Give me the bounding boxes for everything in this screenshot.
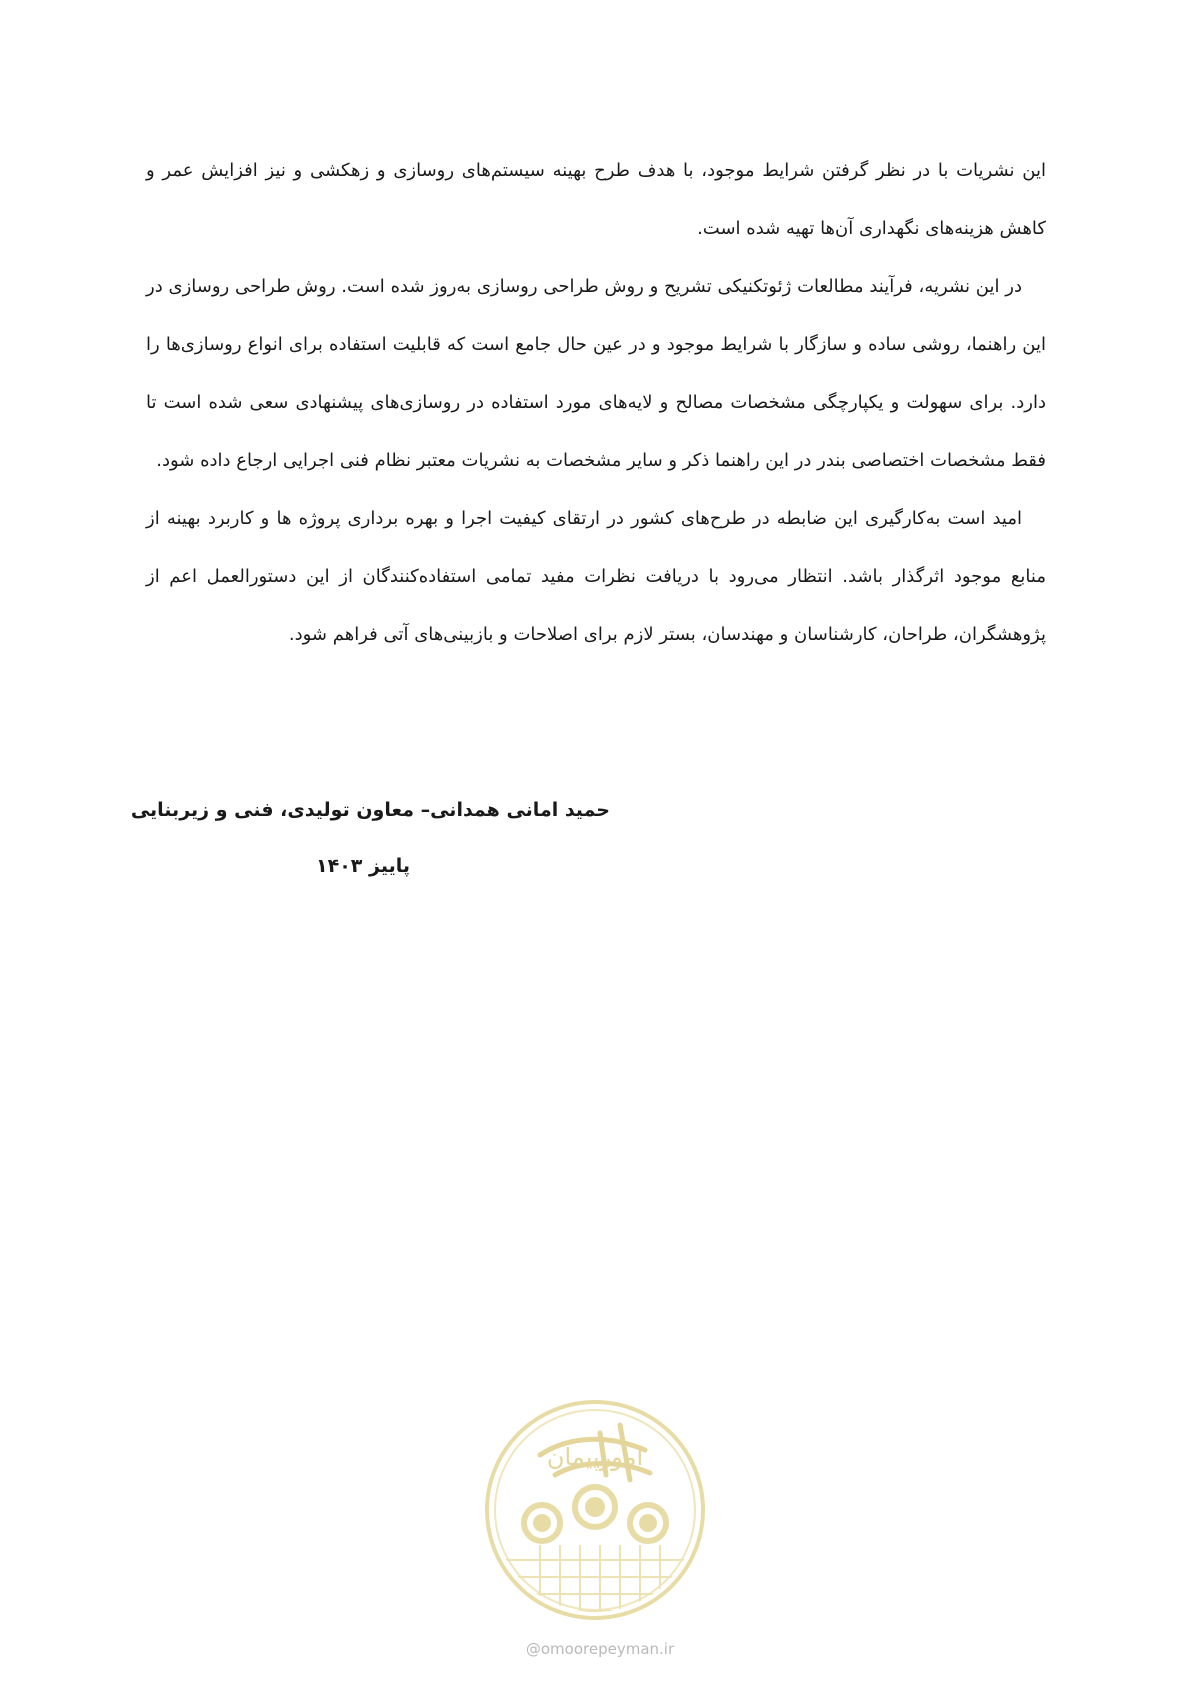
watermark-logo [480,1395,710,1665]
signature-date: پاییز ۱۴۰۳ [316,855,410,877]
paragraph-3: امید است به‌کارگیری این ضابطه در طرح‌های کشور در ارتقای کیفیت اجرا و بهره برداری پروژه ها و کاربرد بهینه از منابع موجود اثرگذار باشد. انتظار می‌رود با دریافت نظرات مفید تمامی استفاده‌کنندگان از این دستورالعمل اعم از پژوهشگران، طراحان، کارشناسان و مهندسان، بستر لازم برای اصلاحات و بازبینی‌های آتی فراهم شود. [146,508,1046,645]
paragraph-2: در این نشریه، فرآیند مطالعات ژئوتکنیکی تشریح و روش طراحی روسازی به‌روز شده است. روش طراحی روسازی در این راهنما، روشی ساده و سازگار با شرایط موجود و در عین حال جامع است که قابلیت استفاده برای انواع روسازی‌ها را دارد. برای سهولت و یکپارچگی مشخصات مصالح و لایه‌های مورد استفاده در روسازی‌های پیشنهادی سعی شده است تا فقط مشخصات اختصاصی بندر در این راهنما ذکر و سایر مشخصات به نشریات معتبر نظام فنی اجرایی ارجاع داده شود. [146,276,1046,471]
paragraph-1: این نشریات با در نظر گرفتن شرایط موجود، با هدف طرح بهینه سیستم‌های روسازی و زهکشی و نیز افزایش عمر و کاهش هزینه‌های نگهداری آن‌ها تهیه شده است. [146,160,1046,239]
seal-icon [480,1395,710,1635]
signatory-name: حمید امانی همدانی– معاون تولیدی، فنی و زیربنایی [130,799,610,821]
body-text [146,142,1046,664]
watermark-url: @omoorepeyman.ir [525,1640,675,1658]
logo-text: امورپیمان [546,1443,644,1471]
signature-block [120,782,610,894]
